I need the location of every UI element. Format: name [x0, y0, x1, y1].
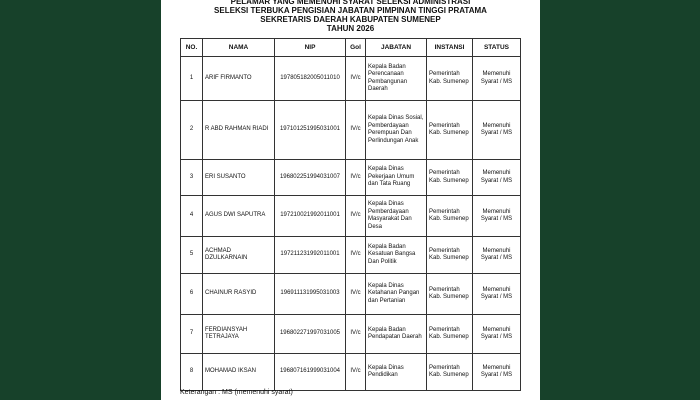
- cell-no: 2: [181, 101, 203, 160]
- cell-no: 3: [181, 160, 203, 196]
- table-row: [181, 354, 521, 391]
- cell-no: 8: [181, 354, 203, 391]
- header-nip: NIP: [275, 39, 346, 57]
- cell-nip: 196911131995031003: [275, 274, 346, 315]
- cell-jabatan: Kepala Badan Perencanaan Pembangunan Daerah: [366, 57, 427, 101]
- table-row: [181, 237, 521, 274]
- cell-nama: AGUS DWI SAPUTRA: [203, 196, 275, 237]
- cell-no: 7: [181, 315, 203, 354]
- cell-gol: IV/c: [346, 274, 366, 315]
- cell-gol: IV/c: [346, 57, 366, 101]
- cell-nama: R ABD RAHMAN RIADI: [203, 101, 275, 160]
- cell-status: Memenuhi Syarat / MS: [473, 237, 521, 274]
- cell-nama: MOHAMAD IKSAN: [203, 354, 275, 391]
- table-row: [181, 274, 521, 315]
- table-row: [181, 101, 521, 160]
- document-page: [161, 0, 540, 400]
- cell-nip: 196807161999031004: [275, 354, 346, 391]
- applicants-table: [180, 38, 521, 391]
- cell-gol: IV/c: [346, 315, 366, 354]
- document-title-line-1: PELAMAR YANG MEMENUHI SYARAT SELEKSI ADMINISTRASI: [230, 0, 471, 6]
- cell-instansi: Pemerintah Kab. Sumenep: [427, 160, 473, 196]
- table-row: [181, 160, 521, 196]
- cell-gol: IV/c: [346, 160, 366, 196]
- cell-jabatan: Kepala Badan Kesatuan Bangsa Dan Politik: [366, 237, 427, 274]
- cell-gol: IV/c: [346, 101, 366, 160]
- cell-status: Memenuhi Syarat / MS: [473, 274, 521, 315]
- cell-nip: 197210021992011001: [275, 196, 346, 237]
- cell-nama: CHAINUR RASYID: [203, 274, 275, 315]
- cell-instansi: Pemerintah Kab. Sumenep: [427, 57, 473, 101]
- cell-status: Memenuhi Syarat / MS: [473, 101, 521, 160]
- cell-nip: 197805182005011010: [275, 57, 346, 101]
- header-nama: NAMA: [203, 39, 275, 57]
- cell-instansi: Pemerintah Kab. Sumenep: [427, 315, 473, 354]
- legend-note: Keterangan : MS (memenuhi syarat): [180, 389, 293, 396]
- table-row: [181, 315, 521, 354]
- cell-no: 6: [181, 274, 203, 315]
- header-status: STATUS: [473, 39, 521, 57]
- cell-nama: ARIF FIRMANTO: [203, 57, 275, 101]
- cell-nip: 197211231992011001: [275, 237, 346, 274]
- document-title-line-2: SELEKSI TERBUKA PENGISIAN JABATAN PIMPINAN TINGGI PRATAMA: [214, 6, 487, 15]
- cell-instansi: Pemerintah Kab. Sumenep: [427, 354, 473, 391]
- cell-gol: IV/c: [346, 196, 366, 237]
- cell-nama: FERDIANSYAH TETRAJAYA: [203, 315, 275, 354]
- cell-no: 4: [181, 196, 203, 237]
- cell-nip: 196802271997031005: [275, 315, 346, 354]
- table-row: [181, 57, 521, 101]
- header-no: NO.: [181, 39, 203, 57]
- cell-nama: ERI SUSANTO: [203, 160, 275, 196]
- cell-jabatan: Kepala Dinas Pemberdayaan Masyarakat Dan Desa: [366, 196, 427, 237]
- cell-instansi: Pemerintah Kab. Sumenep: [427, 196, 473, 237]
- cell-no: 5: [181, 237, 203, 274]
- cell-status: Memenuhi Syarat / MS: [473, 57, 521, 101]
- cell-jabatan: Kepala Dinas Pekerjaan Umum dan Tata Ruang: [366, 160, 427, 196]
- cell-instansi: Pemerintah Kab. Sumenep: [427, 274, 473, 315]
- cell-jabatan: Kepala Dinas Pendidikan: [366, 354, 427, 391]
- cell-status: Memenuhi Syarat / MS: [473, 160, 521, 196]
- document-title-line-3: SEKRETARIS DAERAH KABUPATEN SUMENEP: [260, 15, 441, 24]
- cell-instansi: Pemerintah Kab. Sumenep: [427, 101, 473, 160]
- table-row: [181, 196, 521, 237]
- cell-status: Memenuhi Syarat / MS: [473, 315, 521, 354]
- cell-nama: ACHMAD DZULKARNAIN: [203, 237, 275, 274]
- cell-jabatan: Kepala Dinas Sosial, Pemberdayaan Perempuan Dan Perlindungan Anak: [366, 101, 427, 160]
- cell-jabatan: Kepala Dinas Ketahanan Pangan dan Pertanian: [366, 274, 427, 315]
- cell-instansi: Pemerintah Kab. Sumenep: [427, 237, 473, 274]
- document-title-year: TAHUN 2026: [326, 24, 375, 33]
- cell-nip: 197101251995031001: [275, 101, 346, 160]
- header-jabatan: JABATAN: [366, 39, 427, 57]
- table-header-row: [181, 39, 521, 57]
- cell-status: Memenuhi Syarat / MS: [473, 354, 521, 391]
- cell-no: 1: [181, 57, 203, 101]
- cell-status: Memenuhi Syarat / MS: [473, 196, 521, 237]
- cell-gol: IV/c: [346, 237, 366, 274]
- cell-gol: IV/c: [346, 354, 366, 391]
- cell-nip: 196802251994031007: [275, 160, 346, 196]
- header-instansi: INSTANSI: [427, 39, 473, 57]
- header-gol: Gol: [346, 39, 366, 57]
- cell-jabatan: Kepala Badan Pendapatan Daerah: [366, 315, 427, 354]
